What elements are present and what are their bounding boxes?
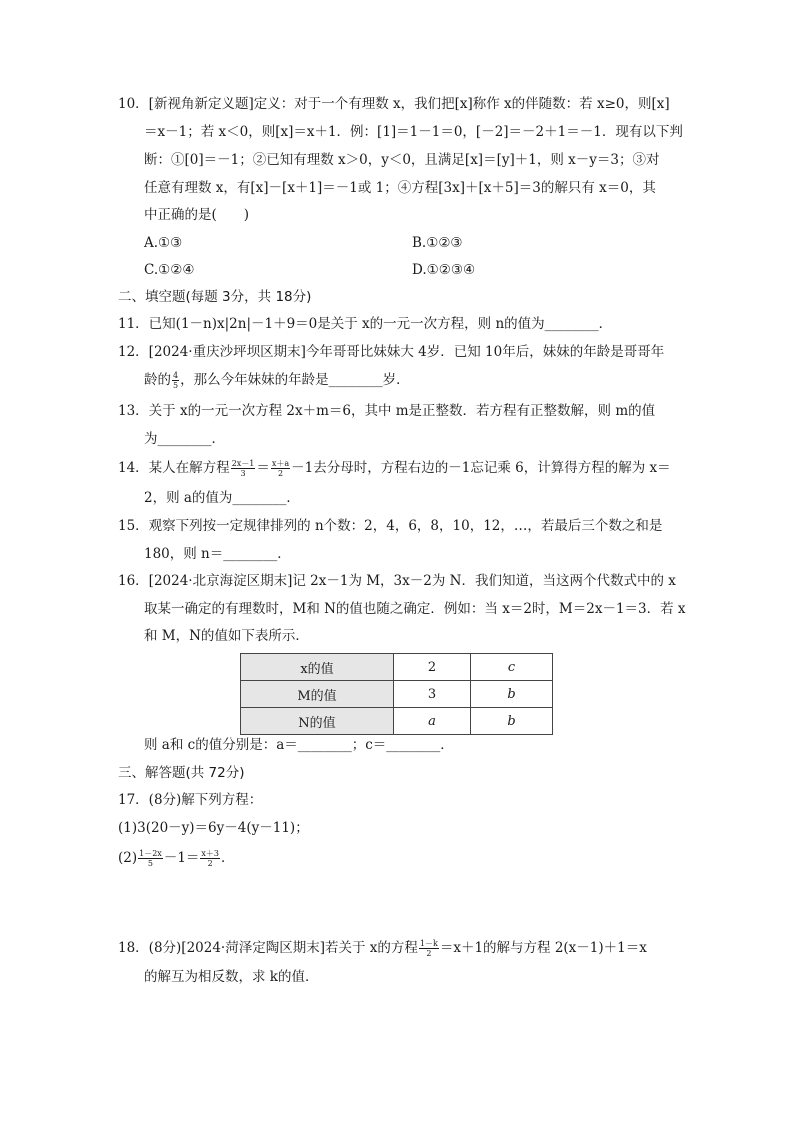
table-cell: b [471, 681, 553, 708]
q14-post: －1去分母时，方程右边的－1忘记乘 6，计算得方程的解为 x＝ [291, 460, 671, 476]
q17-part-2-label: (2) [118, 850, 138, 866]
table-row [241, 654, 553, 681]
q17-fraction-right-numerator: x＋3 [201, 849, 220, 858]
q14-line-2: 2，则 a的值为________． [144, 490, 300, 506]
q13-line-1: 13．关于 x的一元一次方程 2x＋m＝6，其中 m是正整数．若方程有正整数解，则 m的值 [118, 403, 656, 419]
table-row-header: x的值 [241, 654, 394, 681]
q17-fraction-right [200, 849, 220, 868]
q14-fraction-left-denominator: 3 [240, 469, 246, 478]
q18-fraction-denominator: 2 [426, 949, 432, 958]
q18-pre: 18．(8分)[2024·菏泽定陶区期末]若关于 x的方程 [118, 940, 418, 956]
q10-line-1: 10．[新视角新定义题]定义：对于一个有理数 x，我们把[x]称作 x的伴随数：若 x≥0，则[x] [118, 96, 670, 112]
q14-fraction-left-numerator: 2x－1 [231, 459, 255, 468]
q17-fraction-left-numerator: 1－2x [139, 849, 162, 858]
q16-value-table [240, 653, 553, 735]
q12-line-2-pre: 龄的 [144, 372, 171, 388]
q11-line: 11．已知(1－n)x|2n|－1＋9＝0是关于 x的一元一次方程，则 n的值为________． [118, 316, 613, 332]
q18-line-1 [118, 938, 647, 958]
q18-line-2: 的解互为相反数，求 k的值． [144, 969, 319, 985]
q10-line-5: 中正确的是( ) [144, 207, 250, 223]
q10-option-c: C.①②④ [144, 262, 195, 278]
table-cell: 2 [394, 654, 471, 681]
q13-line-2: 为________． [144, 431, 225, 447]
section-fill-in-heading: 二、填空题(每题 3分，共 18分) [118, 289, 312, 305]
q12-line-2 [144, 370, 410, 390]
q12-fraction-denominator: 5 [173, 381, 179, 390]
q10-line-3: 断：①[0]＝－1；②已知有理数 x＞0，y＜0，且满足[x]＝[y]＋1，则 x－y＝3；③对 [144, 152, 660, 168]
q17-fraction-left [138, 849, 163, 868]
q14-equals: ＝ [256, 460, 270, 476]
q17-fraction-left-denominator: 5 [147, 859, 154, 868]
q14-line-1 [118, 458, 671, 478]
q14-fraction-right-denominator: 2 [277, 469, 284, 478]
q18-fraction-numerator: 1－k [419, 939, 438, 948]
q12-line-2-post: ，那么今年妹妹的年龄是________岁． [180, 372, 410, 388]
section-solve-heading: 三、解答题(共 72分) [118, 765, 245, 781]
q14-fraction-right-numerator: x＋a [271, 459, 290, 468]
q10-option-d: D.①②③④ [412, 262, 476, 278]
q16-line-1: 16．[2024·北京海淀区期末]记 2x－1为 M，3x－2为 N．我们知道，当这两个代数式中的 x [118, 573, 676, 589]
table-row [241, 708, 553, 735]
q17-end: ． [221, 850, 235, 866]
table-cell: a [394, 708, 471, 735]
q10-line-2: ＝x－1；若 x＜0，则[x]＝x＋1．例：[1]＝1－1＝0，[－2]＝－2＋1＝－1．现有以下判 [144, 124, 683, 140]
q18-fraction [419, 939, 439, 958]
q15-line-2: 180，则 n＝________． [144, 546, 291, 562]
q17-part-1: (1)3(20－y)＝6y－4(y－11)； [118, 820, 309, 836]
q17-part-2 [118, 848, 235, 868]
q14-pre: 14．某人在解方程 [118, 460, 230, 476]
q12-fraction-numerator: 4 [173, 371, 179, 380]
q10-line-4: 任意有理数 x，有[x]－[x＋1]＝－1或 1；④方程[3x]＋[x＋5]＝3的解只有 x＝0，其 [144, 180, 656, 196]
q17-line-1: 17．(8分)解下列方程： [118, 792, 263, 808]
q17-fraction-right-denominator: 2 [207, 859, 213, 868]
table-cell: c [471, 654, 553, 681]
q15-line-1: 15．观察下列按一定规律排列的 n个数：2，4，6，8，10，12，…，若最后三个数之和是 [118, 518, 663, 534]
table-row-header: N的值 [241, 708, 394, 735]
q10-option-b: B.①②③ [412, 235, 463, 251]
q14-fraction-left [231, 459, 256, 478]
table-cell: 3 [394, 681, 471, 708]
table-cell: b [471, 708, 553, 735]
q18-post: ＝x＋1的解与方程 2(x－1)＋1＝x [439, 940, 647, 956]
q16-line-3: 和 M，N的值如下表所示． [144, 628, 309, 644]
q17-middle: －1＝ [163, 850, 200, 866]
q14-fraction-right [271, 459, 290, 478]
q12-line-1: 12．[2024·重庆沙坪坝区期末]今年哥哥比妹妹大 4岁．已知 10年后，妹妹的年龄是哥哥年 [118, 344, 665, 360]
q16-answer-line: 则 a和 c的值分别是：a＝________；c＝________． [144, 737, 454, 753]
q10-option-a: A.①③ [144, 235, 183, 251]
table-row [241, 681, 553, 708]
table-row-header: M的值 [241, 681, 394, 708]
q16-line-2: 取某一确定的有理数时，M和 N的值也随之确定．例如：当 x＝2时，M＝2x－1＝3．若 x [144, 601, 686, 617]
q12-fraction [172, 371, 179, 390]
